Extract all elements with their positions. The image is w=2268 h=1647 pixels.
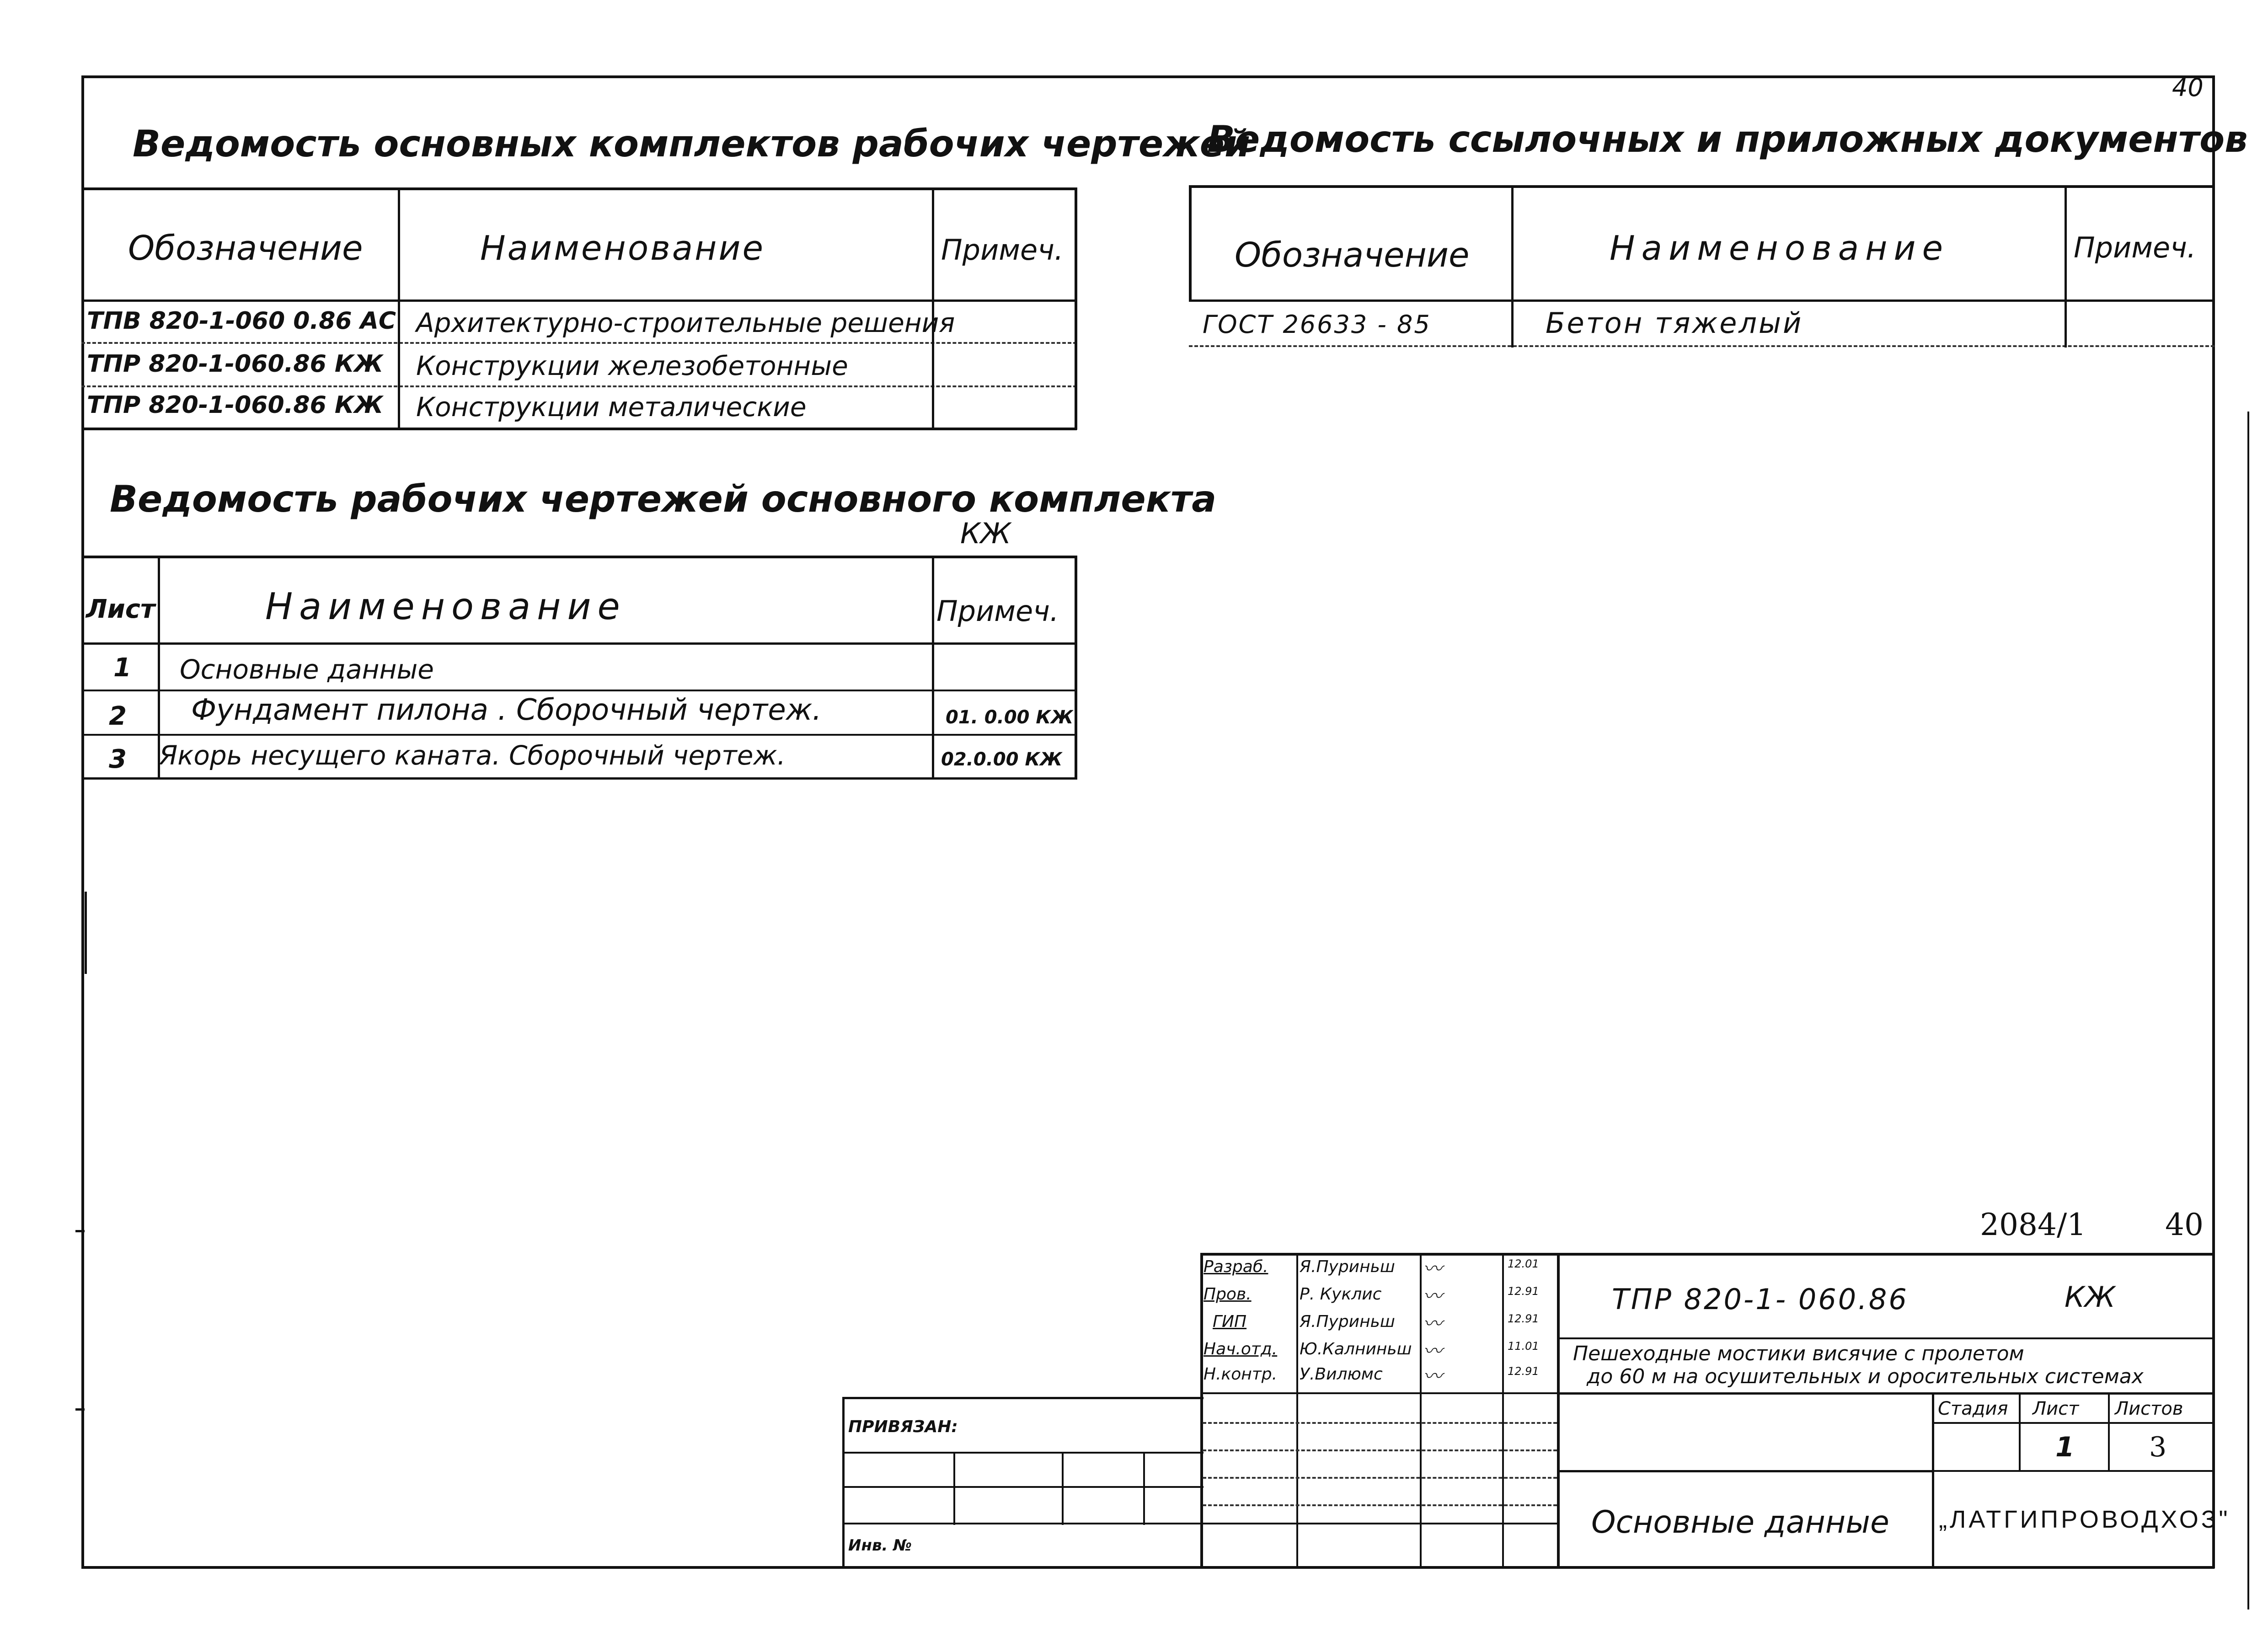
signature-date: 12.91 <box>1508 1285 1539 1298</box>
main-sets-row-name: Архитектурно-строительные решения <box>416 307 955 338</box>
kzh-row-note: 01. 0.00 КЖ <box>946 707 1074 728</box>
binding-label: ПРИВЯЗАН: <box>848 1417 958 1436</box>
sheets-header: Листов <box>2115 1398 2183 1419</box>
project-title-line-2: до 60 м на осушительных и оросительных системах <box>1587 1365 2144 1388</box>
list-item <box>1204 1285 1556 1312</box>
title-block-set-code: КЖ <box>2065 1280 2115 1314</box>
signature-role: Н.контр. <box>1204 1365 1278 1384</box>
ref-docs-header-designation: Обозначение <box>1235 235 1470 275</box>
table-row <box>87 307 1065 339</box>
left-margin-tick <box>75 1230 85 1232</box>
project-title-line-1: Пешеходные мостики висячие с пролетом <box>1573 1342 2024 1365</box>
list-item <box>1204 1257 1556 1285</box>
signature-role: Нач.отд. <box>1204 1340 1278 1358</box>
table-row <box>81 691 1074 733</box>
left-margin-mark <box>85 892 87 974</box>
table-row <box>87 350 1065 382</box>
kzh-row-sheet: 3 <box>109 744 127 774</box>
main-sets-row-name: Конструкции железобетонные <box>416 350 848 381</box>
kzh-sheets-set-code: КЖ <box>960 517 1011 550</box>
ref-docs-header-note: Примеч. <box>2074 231 2196 264</box>
signature-role: Пров. <box>1204 1285 1252 1304</box>
list-item <box>1204 1312 1556 1340</box>
signature-date: 12.91 <box>1508 1312 1539 1325</box>
ref-docs-left-border <box>1189 185 1192 302</box>
archive-number: 2084/1 <box>1980 1207 2086 1242</box>
corner-sheet-number: 40 <box>2172 73 2204 102</box>
main-sets-row-designation: ТПВ 820-1-060 0.86 АС <box>87 307 396 335</box>
inventory-label: Инв. № <box>848 1536 912 1555</box>
kzh-row-name: Основные данные <box>180 654 434 685</box>
main-sets-header-name: Наименование <box>480 229 765 268</box>
kzh-bottom-line <box>81 777 1077 780</box>
left-margin-tick <box>75 1408 85 1411</box>
kzh-top-line <box>81 556 1077 558</box>
main-sets-header-line <box>81 299 1077 302</box>
signature-person: Р. Куклис <box>1300 1285 1382 1304</box>
organization-name: „ЛАТГИПРОВОДХОЗ" <box>1939 1506 2231 1533</box>
ref-docs-header-line <box>1189 299 2215 302</box>
sheets-value: 3 <box>2149 1431 2167 1463</box>
frame-bottom-border <box>81 1566 2215 1569</box>
signature-mark-icon: 〰 <box>1423 1312 1443 1335</box>
edge-mark-right <box>2247 412 2249 1610</box>
main-sets-title: Ведомость основных комплектов рабочих чертежей <box>133 123 1251 165</box>
table-row <box>1203 306 2209 342</box>
list-item <box>1204 1340 1556 1367</box>
table-row <box>87 391 1065 423</box>
table-row <box>81 645 1074 689</box>
main-sets-header-note: Примеч. <box>941 233 1064 267</box>
main-sets-bottom-line <box>81 428 1077 430</box>
kzh-row-name: Якорь несущего каната. Сборочный чертеж. <box>159 740 786 771</box>
signature-mark-icon: 〰 <box>1423 1285 1443 1307</box>
ref-docs-row-name: Бетон тяжелый <box>1546 306 1803 340</box>
main-sets-header-designation: Обозначение <box>128 229 363 268</box>
signature-role: ГИП <box>1213 1312 1247 1331</box>
table-row <box>81 735 1074 777</box>
signature-date: 12.01 <box>1508 1257 1539 1270</box>
signature-role: Разраб. <box>1204 1257 1268 1276</box>
signature-person: Я.Пуриньш <box>1300 1312 1395 1331</box>
kzh-sheets-title: Ведомость рабочих чертежей основного комплекта <box>110 478 1217 520</box>
kzh-header-note: Примеч. <box>936 594 1059 628</box>
kzh-header-name: Наименование <box>265 585 626 628</box>
main-sets-row-designation: ТПР 820-1-060.86 КЖ <box>87 391 384 419</box>
kzh-header-sheet: Лист <box>86 594 155 624</box>
referenced-docs-title: Ведомость ссылочных и приложных документов <box>1207 118 2248 160</box>
kzh-row-sheet: 1 <box>113 653 131 683</box>
signature-mark-icon: 〰 <box>1423 1257 1443 1280</box>
main-sets-top-line <box>81 187 1077 190</box>
sheet-value: 1 <box>2055 1431 2075 1463</box>
ref-docs-row-designation: ГОСТ 26633 - 85 <box>1203 310 1431 339</box>
signature-mark-icon: 〰 <box>1423 1365 1443 1387</box>
stage-header: Стадия <box>1938 1398 2008 1419</box>
kzh-row-note: 02.0.00 КЖ <box>941 749 1063 770</box>
signature-date: 12.91 <box>1508 1365 1539 1378</box>
signature-mark-icon: 〰 <box>1423 1340 1443 1362</box>
main-sets-right-border <box>1075 187 1077 430</box>
sheet-name: Основные данные <box>1591 1504 1889 1540</box>
list-item <box>1204 1365 1556 1392</box>
ref-docs-header-name: Наименование <box>1610 229 1950 268</box>
main-sets-row-designation: ТПР 820-1-060.86 КЖ <box>87 350 384 378</box>
sheet-header: Лист <box>2033 1398 2079 1419</box>
kzh-right-border <box>1075 556 1077 780</box>
frame-top-border <box>81 75 2215 78</box>
ref-docs-top-line <box>1189 185 2215 188</box>
kzh-row-name: Фундамент пилона . Сборочный чертеж. <box>191 693 822 727</box>
main-sets-row-name: Конструкции металические <box>416 391 807 422</box>
sheet-number-bottom: 40 <box>2165 1207 2204 1242</box>
signature-person: Ю.Калниньш <box>1300 1340 1412 1358</box>
signature-person: Я.Пуриньш <box>1300 1257 1395 1276</box>
signature-date: 11.01 <box>1508 1340 1539 1353</box>
project-code: ТПР 820-1- 060.86 <box>1612 1283 1909 1316</box>
kzh-row-sheet: 2 <box>109 701 127 731</box>
signature-person: У.Вилюмс <box>1300 1365 1383 1384</box>
